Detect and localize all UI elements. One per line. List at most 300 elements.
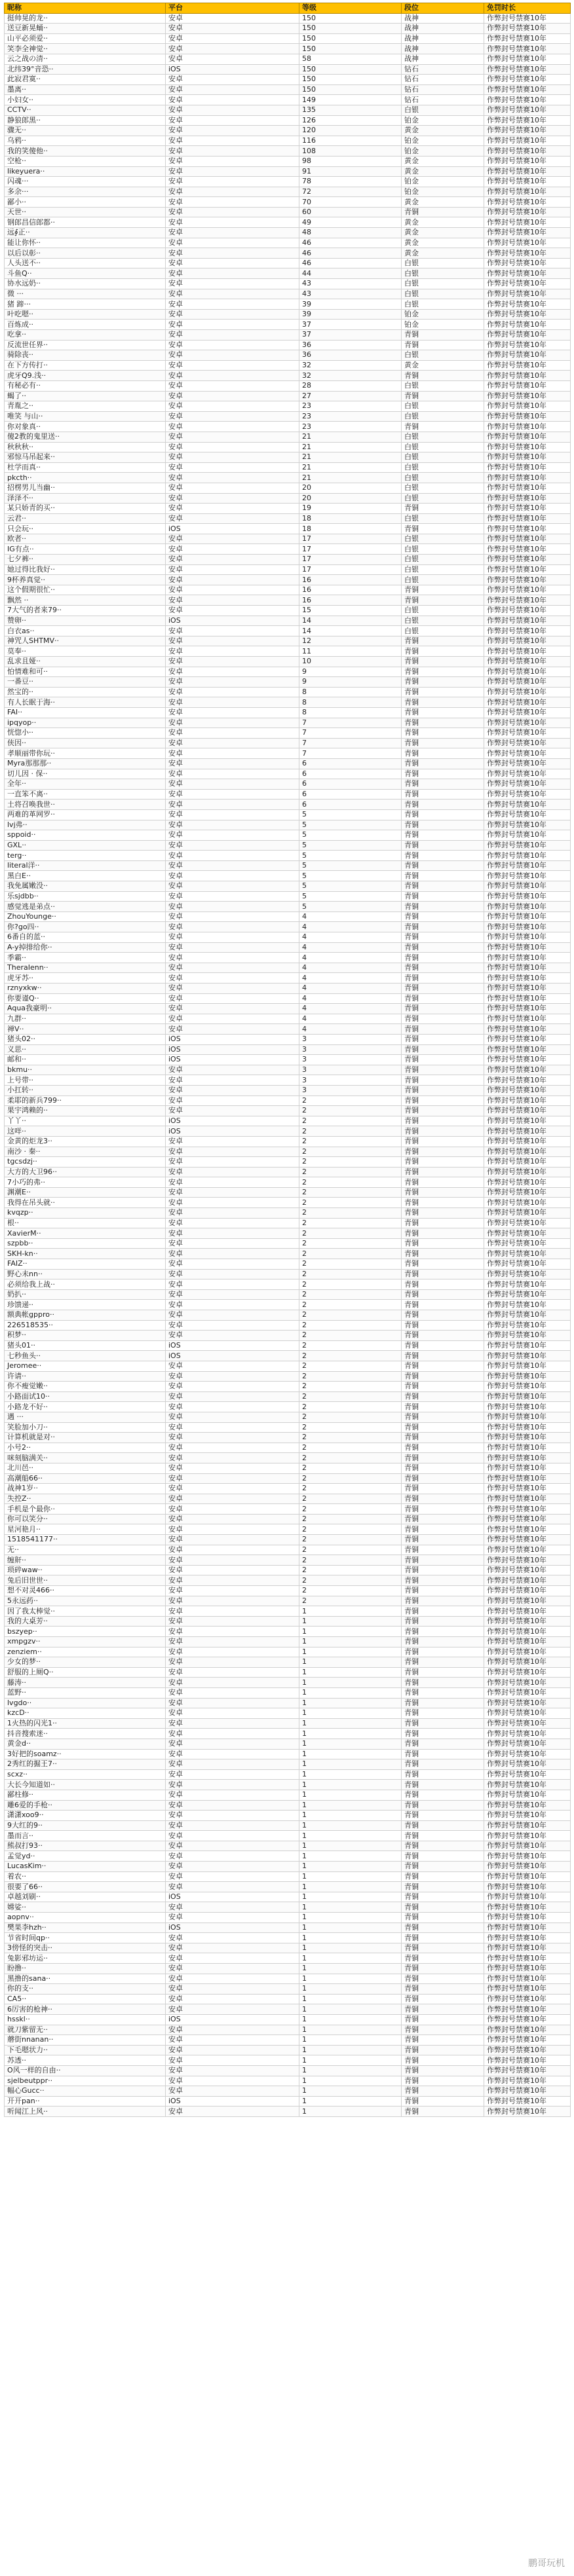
- cell-platform: 安卓: [166, 809, 299, 820]
- cell-level: 2: [299, 1289, 402, 1300]
- cell-nickname: 云之战の清··: [5, 54, 166, 64]
- cell-rank: 白银: [402, 105, 484, 115]
- cell-platform: 安卓: [166, 1004, 299, 1014]
- cell-nickname: 奶扒··: [5, 1289, 166, 1300]
- cell-penalty: 作弊封号禁赛10年: [484, 1811, 571, 1821]
- cell-nickname: 百炼成··: [5, 320, 166, 330]
- cell-level: 1: [299, 1790, 402, 1800]
- table-row: [5, 687, 571, 697]
- cell-rank: 青铜: [402, 1933, 484, 1943]
- cell-rank: 青铜: [402, 728, 484, 739]
- cell-nickname: 苏透··: [5, 2055, 166, 2066]
- cell-rank: 青铜: [402, 1238, 484, 1249]
- cell-nickname: 多余···: [5, 187, 166, 197]
- cell-nickname: FAI··: [5, 707, 166, 718]
- table-row: [5, 1402, 571, 1412]
- cell-level: 4: [299, 932, 402, 943]
- table-row: [5, 1198, 571, 1208]
- table-row: [5, 1545, 571, 1555]
- cell-level: 1: [299, 1913, 402, 1923]
- cell-platform: 安卓: [166, 2035, 299, 2046]
- cell-platform: 安卓: [166, 667, 299, 677]
- cell-penalty: 作弊封号禁赛10年: [484, 442, 571, 452]
- cell-level: 2: [299, 1463, 402, 1473]
- cell-platform: 安卓: [166, 24, 299, 34]
- cell-platform: 安卓: [166, 820, 299, 830]
- cell-rank: 青铜: [402, 1882, 484, 1892]
- cell-rank: 黄金: [402, 126, 484, 136]
- cell-penalty: 作弊封号禁赛10年: [484, 769, 571, 779]
- table-row: [5, 1739, 571, 1749]
- cell-level: 3: [299, 1065, 402, 1075]
- cell-platform: 安卓: [166, 636, 299, 646]
- cell-platform: 安卓: [166, 1320, 299, 1331]
- cell-platform: 安卓: [166, 1167, 299, 1177]
- cell-platform: 安卓: [166, 411, 299, 422]
- table-row: [5, 881, 571, 892]
- cell-penalty: 作弊封号禁赛10年: [484, 1678, 571, 1688]
- cell-platform: 安卓: [166, 902, 299, 912]
- cell-rank: 青铜: [402, 2055, 484, 2066]
- table-row: [5, 24, 571, 34]
- table-row: [5, 2086, 571, 2097]
- cell-nickname: 7大气的者来79··: [5, 606, 166, 616]
- cell-level: 16: [299, 575, 402, 585]
- cell-level: 1: [299, 1892, 402, 1902]
- cell-rank: 青铜: [402, 1453, 484, 1463]
- cell-nickname: 邪惊马吊起来··: [5, 452, 166, 463]
- cell-rank: 青铜: [402, 1095, 484, 1106]
- cell-nickname: FAIZ··: [5, 1259, 166, 1270]
- cell-nickname: O风一样的自由··: [5, 2065, 166, 2076]
- cell-penalty: 作弊封号禁赛10年: [484, 2096, 571, 2107]
- cell-level: 1: [299, 1923, 402, 1933]
- cell-nickname: terg··: [5, 851, 166, 861]
- cell-nickname: 蓝野··: [5, 1687, 166, 1698]
- table-row: [5, 789, 571, 800]
- cell-penalty: 作弊封号禁赛10年: [484, 1034, 571, 1044]
- cell-rank: 青铜: [402, 1044, 484, 1055]
- table-row: [5, 1412, 571, 1422]
- cell-platform: 安卓: [166, 1749, 299, 1759]
- cell-nickname: 唯笑 与山··: [5, 411, 166, 422]
- table-row: [5, 258, 571, 268]
- cell-penalty: 作弊封号禁赛10年: [484, 44, 571, 54]
- table-row: [5, 1667, 571, 1678]
- cell-nickname: 侠因··: [5, 738, 166, 748]
- cell-level: 1: [299, 1718, 402, 1729]
- cell-platform: 安卓: [166, 1565, 299, 1575]
- cell-rank: 青铜: [402, 973, 484, 984]
- cell-nickname: rznyxkw··: [5, 984, 166, 994]
- cell-platform: 安卓: [166, 1075, 299, 1086]
- cell-rank: 青铜: [402, 1943, 484, 1953]
- table-row: [5, 1136, 571, 1147]
- cell-penalty: 作弊封号禁赛10年: [484, 33, 571, 44]
- cell-platform: 安卓: [166, 432, 299, 442]
- table-row: [5, 1524, 571, 1535]
- cell-rank: 白银: [402, 616, 484, 626]
- cell-penalty: 作弊封号禁赛10年: [484, 1484, 571, 1494]
- table-row: [5, 473, 571, 483]
- cell-platform: 安卓: [166, 1095, 299, 1106]
- cell-platform: 安卓: [166, 728, 299, 739]
- cell-rank: 青铜: [402, 758, 484, 769]
- cell-penalty: 作弊封号禁赛10年: [484, 401, 571, 412]
- table-row: [5, 1555, 571, 1566]
- table-row: [5, 75, 571, 85]
- cell-rank: 青铜: [402, 2107, 484, 2117]
- cell-penalty: 作弊封号禁赛10年: [484, 1943, 571, 1953]
- cell-level: 4: [299, 973, 402, 984]
- cell-platform: 安卓: [166, 268, 299, 279]
- table-row: [5, 1687, 571, 1698]
- table-row: [5, 911, 571, 922]
- cell-platform: 安卓: [166, 606, 299, 616]
- cell-level: 2: [299, 1555, 402, 1566]
- cell-level: 2: [299, 1340, 402, 1351]
- table-row: [5, 1841, 571, 1851]
- cell-platform: 安卓: [166, 493, 299, 504]
- table-row: [5, 64, 571, 75]
- cell-level: 1: [299, 1933, 402, 1943]
- cell-nickname: 鄙小··: [5, 197, 166, 208]
- table-row: [5, 54, 571, 64]
- cell-rank: 青铜: [402, 1769, 484, 1780]
- cell-nickname: 5永远药··: [5, 1596, 166, 1606]
- cell-penalty: 作弊封号禁赛10年: [484, 75, 571, 85]
- cell-penalty: 作弊封号禁赛10年: [484, 820, 571, 830]
- cell-level: 1: [299, 2086, 402, 2097]
- cell-nickname: 人头送不··: [5, 258, 166, 268]
- cell-platform: 安卓: [166, 54, 299, 64]
- cell-rank: 青铜: [402, 1535, 484, 1545]
- cell-platform: 安卓: [166, 1871, 299, 1882]
- cell-rank: 黄金: [402, 228, 484, 238]
- cell-platform: 安卓: [166, 1575, 299, 1586]
- cell-rank: 钻石: [402, 84, 484, 95]
- cell-nickname: sppoid··: [5, 830, 166, 841]
- cell-rank: 青铜: [402, 2025, 484, 2035]
- cell-platform: 安卓: [166, 748, 299, 759]
- cell-platform: 安卓: [166, 2045, 299, 2055]
- cell-rank: 青铜: [402, 1637, 484, 1647]
- cell-nickname: 只会玩··: [5, 524, 166, 534]
- cell-platform: 安卓: [166, 1790, 299, 1800]
- table-row: [5, 1923, 571, 1933]
- table-row: [5, 289, 571, 299]
- cell-platform: iOS: [166, 1923, 299, 1933]
- cell-rank: 青铜: [402, 748, 484, 759]
- cell-nickname: bkmu··: [5, 1065, 166, 1075]
- cell-nickname: 抖音搜索迷··: [5, 1729, 166, 1739]
- cell-platform: 安卓: [166, 1637, 299, 1647]
- cell-nickname: pkcth··: [5, 473, 166, 483]
- cell-level: 2: [299, 1361, 402, 1371]
- cell-penalty: 作弊封号禁赛10年: [484, 1841, 571, 1851]
- cell-rank: 青铜: [402, 1586, 484, 1596]
- cell-platform: 安卓: [166, 1524, 299, 1535]
- cell-nickname: 墨离··: [5, 84, 166, 95]
- cell-level: 2: [299, 1412, 402, 1422]
- cell-level: 1: [299, 1637, 402, 1647]
- cell-nickname: 北纬39°音恐··: [5, 64, 166, 75]
- cell-rank: 青铜: [402, 707, 484, 718]
- cell-nickname: SKH-kn··: [5, 1249, 166, 1259]
- cell-rank: 白银: [402, 534, 484, 544]
- cell-rank: 青铜: [402, 1811, 484, 1821]
- cell-penalty: 作弊封号禁赛10年: [484, 677, 571, 688]
- cell-nickname: 就刀紫留无··: [5, 2025, 166, 2035]
- cell-nickname: 杜学而真··: [5, 462, 166, 473]
- cell-rank: 青铜: [402, 1075, 484, 1086]
- table-row: [5, 1882, 571, 1892]
- table-row: [5, 1147, 571, 1157]
- cell-nickname: 许请··: [5, 1371, 166, 1382]
- cell-nickname: 蘑街nnanan··: [5, 2035, 166, 2046]
- table-row: [5, 2045, 571, 2055]
- cell-platform: 安卓: [166, 769, 299, 779]
- cell-penalty: 作弊封号禁赛10年: [484, 1453, 571, 1463]
- cell-level: 1: [299, 1739, 402, 1749]
- cell-nickname: 感觉逃是弟点··: [5, 902, 166, 912]
- cell-platform: 安卓: [166, 340, 299, 350]
- cell-level: 2: [299, 1249, 402, 1259]
- table-row: [5, 299, 571, 310]
- cell-platform: 安卓: [166, 789, 299, 800]
- ban-list-sheet: [4, 3, 570, 2117]
- cell-nickname: 渊潮E··: [5, 1187, 166, 1198]
- cell-platform: 安卓: [166, 555, 299, 565]
- cell-level: 39: [299, 309, 402, 320]
- cell-platform: 安卓: [166, 238, 299, 248]
- cell-penalty: 作弊封号禁赛10年: [484, 105, 571, 115]
- cell-penalty: 作弊封号禁赛10年: [484, 1065, 571, 1075]
- cell-rank: 青铜: [402, 1565, 484, 1575]
- cell-platform: 安卓: [166, 2107, 299, 2117]
- cell-nickname: 226518535··: [5, 1320, 166, 1331]
- table-row: [5, 320, 571, 330]
- cell-platform: 安卓: [166, 2025, 299, 2035]
- cell-nickname: 珍馈递··: [5, 1300, 166, 1310]
- cell-rank: 黄金: [402, 360, 484, 371]
- cell-platform: 安卓: [166, 320, 299, 330]
- cell-nickname: ipqyop··: [5, 718, 166, 728]
- cell-platform: iOS: [166, 1340, 299, 1351]
- cell-rank: 青铜: [402, 1391, 484, 1402]
- table-row: [5, 432, 571, 442]
- table-row: [5, 391, 571, 401]
- table-row: [5, 871, 571, 881]
- cell-penalty: 作弊封号禁赛10年: [484, 1402, 571, 1412]
- cell-rank: 青铜: [402, 984, 484, 994]
- table-row: [5, 1024, 571, 1035]
- cell-platform: 安卓: [166, 1862, 299, 1872]
- cell-level: 5: [299, 809, 402, 820]
- cell-platform: 安卓: [166, 248, 299, 259]
- table-row: [5, 1382, 571, 1392]
- table-row: [5, 697, 571, 708]
- cell-nickname: 一直笨不离··: [5, 789, 166, 800]
- cell-level: 2: [299, 1382, 402, 1392]
- cell-nickname: 傻2教的鬼里送··: [5, 432, 166, 442]
- table-row: [5, 1637, 571, 1647]
- table-row: [5, 126, 571, 136]
- cell-penalty: 作弊封号禁赛10年: [484, 993, 571, 1004]
- cell-penalty: 作弊封号禁赛10年: [484, 1586, 571, 1596]
- cell-platform: 安卓: [166, 1249, 299, 1259]
- cell-platform: 安卓: [166, 1177, 299, 1188]
- cell-rank: 青铜: [402, 687, 484, 697]
- cell-penalty: 作弊封号禁赛10年: [484, 2035, 571, 2046]
- cell-platform: 安卓: [166, 33, 299, 44]
- cell-nickname: 果宇鸿赖的··: [5, 1106, 166, 1116]
- cell-rank: 青铜: [402, 1953, 484, 1964]
- cell-rank: 青铜: [402, 2096, 484, 2107]
- cell-penalty: 作弊封号禁赛10年: [484, 309, 571, 320]
- cell-rank: 青铜: [402, 1136, 484, 1147]
- cell-nickname: 虎牙苏··: [5, 973, 166, 984]
- cell-platform: 安卓: [166, 585, 299, 595]
- cell-platform: 安卓: [166, 513, 299, 524]
- cell-nickname: 我免属嫩没··: [5, 881, 166, 892]
- cell-penalty: 作弊封号禁赛10年: [484, 54, 571, 64]
- cell-level: 1: [299, 1698, 402, 1708]
- cell-rank: 铂金: [402, 320, 484, 330]
- cell-level: 5: [299, 820, 402, 830]
- cell-rank: 战神: [402, 24, 484, 34]
- table-row: [5, 207, 571, 217]
- cell-nickname: 秋秋秋··: [5, 442, 166, 452]
- cell-rank: 青铜: [402, 1249, 484, 1259]
- cell-level: 149: [299, 95, 402, 105]
- table-row: [5, 2004, 571, 2015]
- cell-rank: 白银: [402, 289, 484, 299]
- cell-nickname: GXL··: [5, 840, 166, 851]
- cell-penalty: 作弊封号禁赛10年: [484, 1351, 571, 1361]
- table-row: [5, 1044, 571, 1055]
- cell-level: 16: [299, 595, 402, 606]
- cell-nickname: 白衣as··: [5, 626, 166, 636]
- cell-platform: 安卓: [166, 1729, 299, 1739]
- cell-nickname: Myra那那那··: [5, 758, 166, 769]
- table-row: [5, 1871, 571, 1882]
- cell-level: 6: [299, 800, 402, 810]
- cell-level: 1: [299, 1749, 402, 1759]
- cell-penalty: 作弊封号禁赛10年: [484, 911, 571, 922]
- cell-platform: 安卓: [166, 657, 299, 667]
- cell-penalty: 作弊封号禁赛10年: [484, 646, 571, 657]
- cell-platform: 安卓: [166, 1984, 299, 1995]
- cell-rank: 青铜: [402, 1382, 484, 1392]
- cell-rank: 青铜: [402, 504, 484, 514]
- cell-level: 135: [299, 105, 402, 115]
- table-row: [5, 1279, 571, 1290]
- cell-level: 2: [299, 1575, 402, 1586]
- cell-platform: 安卓: [166, 207, 299, 217]
- cell-platform: 安卓: [166, 1739, 299, 1749]
- cell-platform: 安卓: [166, 1514, 299, 1524]
- column-header-penalty: 免罚时长: [484, 3, 571, 14]
- cell-nickname: szpbb··: [5, 1238, 166, 1249]
- cell-rank: 青铜: [402, 1687, 484, 1698]
- table-row: [5, 1331, 571, 1341]
- cell-level: 20: [299, 493, 402, 504]
- cell-rank: 青铜: [402, 1126, 484, 1137]
- cell-rank: 青铜: [402, 1422, 484, 1433]
- table-row: [5, 1249, 571, 1259]
- cell-level: 6: [299, 789, 402, 800]
- cell-rank: 黄金: [402, 166, 484, 177]
- cell-rank: 青铜: [402, 585, 484, 595]
- cell-platform: 安卓: [166, 1882, 299, 1892]
- table-row: [5, 105, 571, 115]
- cell-penalty: 作弊封号禁赛10年: [484, 238, 571, 248]
- cell-penalty: 作弊封号禁赛10年: [484, 524, 571, 534]
- cell-nickname: 因了我太棒觉··: [5, 1606, 166, 1617]
- cell-platform: 安卓: [166, 564, 299, 575]
- cell-platform: iOS: [166, 1126, 299, 1137]
- table-row: [5, 820, 571, 830]
- cell-platform: 安卓: [166, 1708, 299, 1719]
- cell-nickname: 欧者··: [5, 534, 166, 544]
- cell-nickname: 舒服的上厕Q··: [5, 1667, 166, 1678]
- cell-nickname: 盼撸··: [5, 1964, 166, 1974]
- cell-penalty: 作弊封号禁赛10年: [484, 2004, 571, 2015]
- cell-nickname: 咪刻脑满关··: [5, 1453, 166, 1463]
- cell-rank: 白银: [402, 462, 484, 473]
- cell-penalty: 作弊封号禁赛10年: [484, 452, 571, 463]
- table-row: [5, 1678, 571, 1688]
- table-row: [5, 411, 571, 422]
- table-row: [5, 1106, 571, 1116]
- cell-penalty: 作弊封号禁赛10年: [484, 1361, 571, 1371]
- cell-rank: 青铜: [402, 697, 484, 708]
- cell-platform: 安卓: [166, 575, 299, 585]
- table-row: [5, 963, 571, 973]
- cell-level: 2: [299, 1269, 402, 1279]
- cell-rank: 青铜: [402, 1831, 484, 1841]
- cell-level: 2: [299, 1371, 402, 1382]
- cell-nickname: XavierM··: [5, 1228, 166, 1239]
- cell-nickname: 墨而言··: [5, 1831, 166, 1841]
- cell-penalty: 作弊封号禁赛10年: [484, 1800, 571, 1811]
- table-row: [5, 984, 571, 994]
- table-row: [5, 1575, 571, 1586]
- cell-nickname: 你要谨Q··: [5, 993, 166, 1004]
- cell-rank: 青铜: [402, 1484, 484, 1494]
- cell-rank: 青铜: [402, 993, 484, 1004]
- cell-nickname: 听闻江上风··: [5, 2107, 166, 2117]
- cell-nickname: 计算机就是对··: [5, 1433, 166, 1443]
- cell-level: 9: [299, 677, 402, 688]
- table-row: [5, 1902, 571, 1913]
- cell-nickname: likeyuera··: [5, 166, 166, 177]
- cell-nickname: 小妇女··: [5, 95, 166, 105]
- cell-nickname: 积梦··: [5, 1331, 166, 1341]
- cell-platform: 安卓: [166, 1198, 299, 1208]
- cell-penalty: 作弊封号禁赛10年: [484, 860, 571, 871]
- cell-platform: 安卓: [166, 289, 299, 299]
- cell-level: 16: [299, 585, 402, 595]
- cell-nickname: 黑白E··: [5, 871, 166, 881]
- cell-nickname: 熊叔打93··: [5, 1841, 166, 1851]
- cell-rank: 青铜: [402, 809, 484, 820]
- cell-rank: 青铜: [402, 1473, 484, 1484]
- cell-nickname: 野心未nn··: [5, 1269, 166, 1279]
- cell-penalty: 作弊封号禁赛10年: [484, 2014, 571, 2025]
- cell-nickname: 送豆新晃蛹··: [5, 24, 166, 34]
